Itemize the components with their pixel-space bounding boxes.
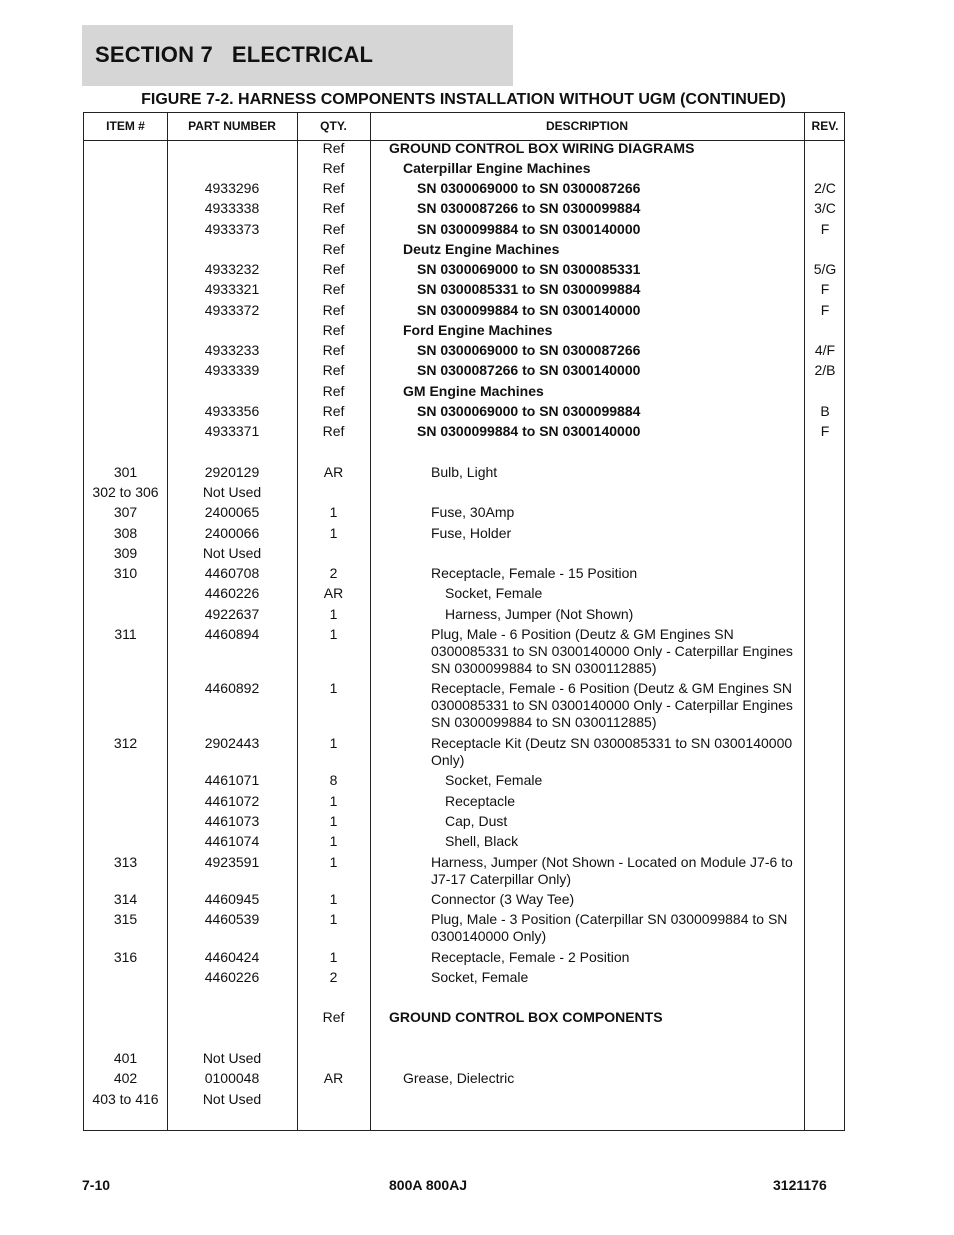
header-item: ITEM # [106, 119, 145, 133]
rev-cell: F [820, 221, 830, 237]
part-number-cell: 4460945 [204, 891, 260, 907]
part-number-cell: 4933372 [204, 302, 260, 318]
part-number-cell: 4461074 [204, 833, 260, 849]
item-cell: 314 [113, 891, 138, 907]
item-cell: 403 to 416 [92, 1091, 159, 1107]
description-cell: Fuse, Holder [431, 525, 512, 541]
item-cell: 312 [113, 735, 138, 751]
description-cell: Cap, Dust [445, 813, 508, 829]
part-number-cell: 4460892 [204, 680, 260, 696]
description-cell: Fuse, 30Amp [431, 504, 515, 520]
qty-cell: AR [323, 1070, 344, 1086]
qty-cell: Ref [322, 160, 345, 176]
qty-cell: Ref [322, 200, 345, 216]
qty-cell: 1 [329, 833, 338, 849]
description-cell: Receptacle Kit (Deutz SN 0300085331 to SN 0300140000 Only) [431, 735, 793, 768]
qty-cell: 1 [329, 606, 338, 622]
qty-cell: 2 [329, 969, 338, 985]
qty-cell: Ref [322, 362, 345, 378]
item-cell: 313 [113, 854, 138, 870]
part-number-cell: 4461073 [204, 813, 260, 829]
part-number-cell: 4933339 [204, 362, 260, 378]
part-number-cell: 4933356 [204, 403, 260, 419]
qty-cell: AR [323, 464, 344, 480]
description-cell: Socket, Female [445, 772, 543, 788]
description-cell: Bulb, Light [431, 464, 498, 480]
qty-cell: 1 [329, 793, 338, 809]
description-cell: Plug, Male - 3 Position (Caterpillar SN 0300099884 to SN 0300140000 Only) [431, 911, 788, 944]
description-cell: SN 0300085331 to SN 0300099884 [417, 281, 641, 297]
description-cell: Shell, Black [445, 833, 519, 849]
description-cell: Plug, Male - 6 Position (Deutz & GM Engines SN 0300085331 to SN 0300140000 Only - Caterpillar Engines SN 0300099884 to SN 0300112885) [431, 626, 793, 676]
column-divider [370, 113, 371, 1130]
qty-cell: Ref [322, 342, 345, 358]
description-cell: SN 0300069000 to SN 0300087266 [417, 180, 641, 196]
qty-cell: 1 [329, 949, 338, 965]
description-cell: Deutz Engine Machines [403, 241, 560, 257]
item-cell: 309 [113, 545, 138, 561]
item-cell: 307 [113, 504, 138, 520]
description-cell: Socket, Female [431, 969, 529, 985]
description-cell: SN 0300087266 to SN 0300099884 [417, 200, 641, 216]
rev-cell: 2/C [814, 180, 836, 196]
part-number-cell: 4922637 [204, 606, 260, 622]
qty-cell: 1 [329, 813, 338, 829]
part-number-cell: 2902443 [204, 735, 260, 751]
item-cell: 316 [113, 949, 138, 965]
description-cell: SN 0300087266 to SN 0300140000 [417, 362, 641, 378]
part-number-cell: 4923591 [204, 854, 260, 870]
item-cell: 302 to 306 [92, 484, 159, 500]
qty-cell: 1 [329, 735, 338, 751]
model-number: 800A 800AJ [389, 1177, 468, 1193]
figure-title: FIGURE 7-2. HARNESS COMPONENTS INSTALLATION WITHOUT UGM (CONTINUED) [141, 91, 786, 108]
qty-cell: Ref [322, 221, 345, 237]
item-cell: 301 [113, 464, 138, 480]
qty-cell: 1 [329, 680, 338, 696]
part-number-cell: Not Used [202, 1091, 262, 1107]
part-number-cell: 4933233 [204, 342, 260, 358]
qty-cell: AR [323, 585, 344, 601]
part-number-cell: 4460226 [204, 585, 260, 601]
rev-cell: 3/C [814, 200, 836, 216]
description-cell: Socket, Female [445, 585, 543, 601]
part-number-cell: Not Used [202, 1050, 262, 1066]
section-title: SECTION 7 ELECTRICAL [95, 42, 374, 67]
part-number-cell: 2400065 [204, 504, 260, 520]
qty-cell: 1 [329, 911, 338, 927]
qty-cell: Ref [322, 261, 345, 277]
part-number-cell: 4460708 [204, 565, 260, 581]
rev-cell: B [820, 403, 830, 419]
qty-cell: 1 [329, 504, 338, 520]
item-cell: 308 [113, 525, 138, 541]
part-number-cell: 2400066 [204, 525, 260, 541]
description-cell: SN 0300099884 to SN 0300140000 [417, 221, 641, 237]
description-cell: SN 0300099884 to SN 0300140000 [417, 302, 641, 318]
description-cell: SN 0300099884 to SN 0300140000 [417, 423, 641, 439]
item-cell: 315 [113, 911, 138, 927]
part-number-cell: Not Used [202, 484, 262, 500]
rev-cell: F [820, 302, 830, 318]
qty-cell: Ref [322, 423, 345, 439]
item-cell: 310 [113, 565, 138, 581]
header-part-number: PART NUMBER [188, 119, 276, 133]
description-cell: Receptacle, Female - 2 Position [431, 949, 630, 965]
part-number-cell: 4933338 [204, 200, 260, 216]
document-number: 3121176 [773, 1177, 827, 1193]
header-description: DESCRIPTION [545, 119, 628, 133]
part-number-cell: 4933321 [204, 281, 260, 297]
part-number-cell: 2920129 [204, 464, 260, 480]
description-cell: Connector (3 Way Tee) [431, 891, 575, 907]
qty-cell: Ref [322, 1009, 345, 1025]
qty-cell: Ref [322, 403, 345, 419]
description-cell: SN 0300069000 to SN 0300099884 [417, 403, 641, 419]
part-number-cell: 4933373 [204, 221, 260, 237]
description-cell: Grease, Dielectric [403, 1070, 515, 1086]
section-banner [82, 25, 513, 86]
qty-cell: 8 [329, 772, 338, 788]
rev-cell: F [820, 281, 830, 297]
qty-cell: Ref [322, 302, 345, 318]
qty-cell: 1 [329, 891, 338, 907]
qty-cell: 1 [329, 854, 338, 870]
part-number-cell: 4460424 [204, 949, 260, 965]
part-number-cell: 4460894 [204, 626, 260, 642]
item-cell: 402 [113, 1070, 138, 1086]
description-cell: Receptacle, Female - 15 Position [431, 565, 638, 581]
rev-cell: 2/B [814, 362, 836, 378]
description-cell: Harness, Jumper (Not Shown - Located on Module J7-6 to J7-17 Caterpillar Only) [431, 854, 793, 887]
header-rev: REV. [811, 119, 839, 133]
description-cell: GROUND CONTROL BOX COMPONENTS [389, 1009, 663, 1025]
description-cell: Receptacle [445, 793, 516, 809]
rev-cell: F [820, 423, 830, 439]
part-number-cell: 4460539 [204, 911, 260, 927]
rev-cell: 5/G [813, 261, 837, 277]
part-number-cell: 0100048 [204, 1070, 260, 1086]
description-cell: SN 0300069000 to SN 0300087266 [417, 342, 641, 358]
qty-cell: 1 [329, 626, 338, 642]
page-number: 7-10 [82, 1177, 111, 1193]
description-cell: GM Engine Machines [403, 383, 544, 399]
qty-cell: Ref [322, 281, 345, 297]
part-number-cell: 4933296 [204, 180, 260, 196]
part-number-cell: 4461072 [204, 793, 260, 809]
item-cell: 401 [113, 1050, 138, 1066]
description-cell: GROUND CONTROL BOX WIRING DIAGRAMS [389, 140, 695, 156]
part-number-cell: 4933232 [204, 261, 260, 277]
description-cell: Ford Engine Machines [403, 322, 553, 338]
description-cell: SN 0300069000 to SN 0300085331 [417, 261, 641, 277]
qty-cell: Ref [322, 180, 345, 196]
qty-cell: Ref [322, 383, 345, 399]
qty-cell: 2 [329, 565, 338, 581]
part-number-cell: 4460226 [204, 969, 260, 985]
description-cell: Harness, Jumper (Not Shown) [445, 606, 634, 622]
item-cell: 311 [114, 626, 137, 642]
qty-cell: Ref [322, 322, 345, 338]
part-number-cell: Not Used [202, 545, 262, 561]
parts-table [83, 112, 845, 1131]
part-number-cell: 4933371 [204, 423, 260, 439]
qty-cell: 1 [329, 525, 338, 541]
qty-cell: Ref [322, 241, 345, 257]
header-qty: QTY. [320, 119, 347, 133]
description-cell: Receptacle, Female - 6 Position (Deutz & GM Engines SN 0300085331 to SN 0300140000 Only - Caterpillar Engines SN 0300099884 to SN 0300112885) [431, 680, 793, 730]
part-number-cell: 4461071 [204, 772, 260, 788]
rev-cell: 4/F [814, 342, 836, 358]
qty-cell: Ref [322, 140, 345, 156]
description-cell: Caterpillar Engine Machines [403, 160, 591, 176]
